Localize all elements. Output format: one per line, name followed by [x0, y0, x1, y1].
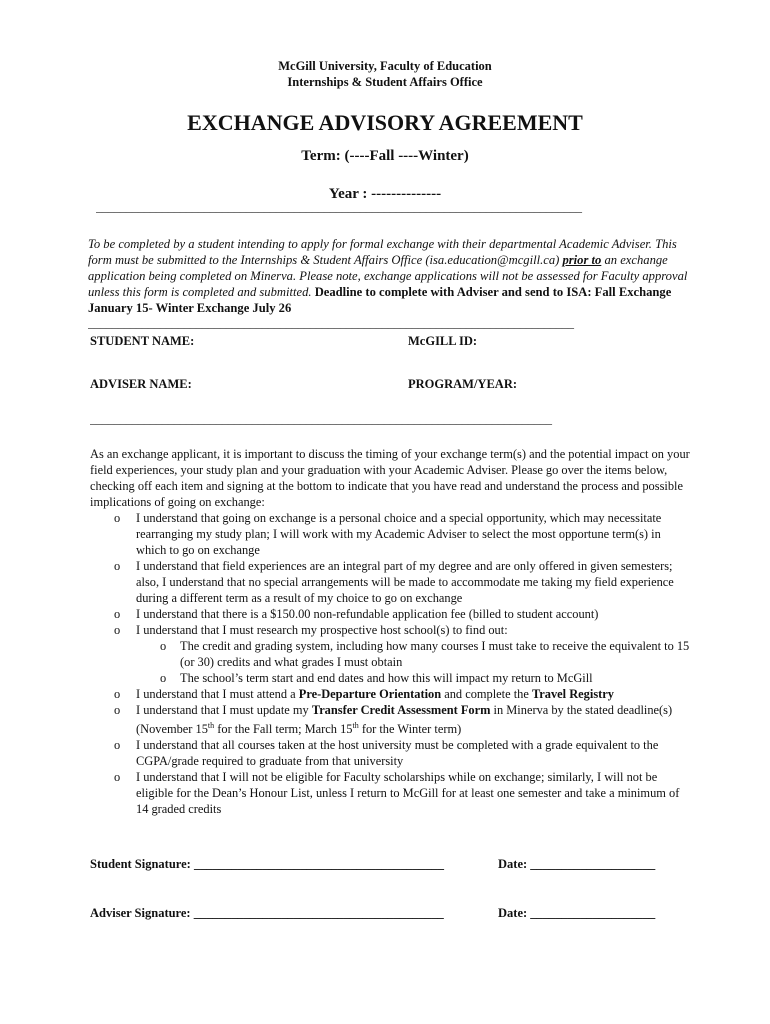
adviser-name-label: ADVISER NAME:	[90, 377, 192, 391]
instructions-paragraph	[88, 236, 688, 316]
prior-to-emphasis: prior to	[562, 253, 602, 267]
checklist-item[interactable]	[90, 606, 690, 622]
checklist-item-text: I understand that there is a $150.00 non-refundable application fee (billed to student account)	[136, 607, 599, 621]
adviser-signature-field[interactable]: Adviser Signature: ________________________________________	[90, 906, 444, 920]
checklist-item[interactable]	[90, 622, 690, 686]
checklist-item-text: I understand that I must research my prospective host school(s) to find out:	[136, 623, 508, 637]
checklist-item-text: I understand that I will not be eligible for Faculty scholarships while on exchange; similarly, I will not be eligible for the Dean’s Honour List, unless I return to McGill for at least one semester and take a minimum of 14 graded credits	[136, 770, 680, 817]
checklist-item-text: for the Fall term; March 15	[214, 722, 353, 737]
transfer-credit-form-emphasis: Transfer Credit Assessment Form	[311, 703, 491, 717]
adviser-date-field[interactable]: Date: ____________________	[498, 906, 656, 920]
year-line: Year : --------------	[328, 186, 442, 202]
checklist-item-text: in Minerva by the stated deadline(s) (November 15	[136, 703, 673, 737]
checklist-item-text: for the Winter term)	[358, 722, 462, 737]
checklist-item[interactable]	[90, 686, 690, 702]
ordinal-suffix: th	[207, 721, 215, 730]
checklist-item-text: I understand that field experiences are an integral part of my degree and are only offered in given semesters; also, I understand that no special arrangements will be made to accommodate me taking my field experience during a different term as a result of my choice to go on exchange	[136, 559, 674, 605]
checklist-item-text: I understand that going on exchange is a personal choice and a special opportunity, which may necessitate rearranging my study plan; I will work with my Academic Adviser to select the most opportune term(s) in which to go on exchange	[136, 511, 662, 557]
sub-checklist-item[interactable]	[136, 670, 690, 686]
checklist-item-text: I understand that I must update my	[136, 703, 312, 717]
program-year-label: PROGRAM/YEAR:	[408, 377, 518, 391]
checklist-item[interactable]	[90, 769, 690, 817]
sub-checklist	[136, 638, 690, 686]
checklist-item[interactable]	[90, 702, 690, 737]
divider-rule: _________________________________________________________________________________	[88, 316, 574, 330]
instructions-text: To be completed by a student intending to apply for formal exchange with their departmental Academic Adviser. This form must be submitted to the Internships & Student Affairs Office (isa.education@mcgill.ca)	[88, 237, 677, 267]
deadline-text: Deadline to complete with Adviser and send to ISA: Fall Exchange January 15- Winter Exchange July 26	[88, 285, 672, 315]
student-name-label: STUDENT NAME:	[90, 334, 195, 348]
checklist-item[interactable]	[90, 558, 690, 606]
agreement-intro-paragraph: As an exchange applicant, it is important to discuss the timing of your exchange term(s) and the potential impact on your field experiences, your study plan and your graduation with your Academic Adviser. Please go over the items below, checking off each item and signing at the bottom to indicate that you have read and understand the process and possible implications of going on exchange:	[90, 447, 690, 509]
checklist-item-text: and complete the	[441, 687, 532, 701]
ordinal-suffix: th	[352, 721, 359, 730]
sub-checklist-item-text: The credit and grading system, including how many courses I must take to receive the equivalent to 15 (or 30) credits and what grades I must obtain	[180, 639, 690, 669]
pre-departure-orientation-emphasis: Pre-Departure Orientation	[298, 687, 442, 701]
student-date-field[interactable]: Date: ____________________	[498, 857, 656, 871]
instructions-text-2: an exchange application being completed on Minerva. Please note, exchange applications will not be assessed for Faculty approval unless this form is completed and submitted.	[88, 253, 688, 299]
agreement-body	[90, 446, 690, 817]
mcgill-id-label: McGILL ID:	[408, 334, 478, 348]
document-title: EXCHANGE ADVISORY AGREEMENT	[187, 110, 583, 135]
divider-rule: _________________________________________________________________________________	[96, 200, 582, 214]
institution-name: McGill University, Faculty of Education	[278, 59, 492, 73]
checklist-item[interactable]	[90, 737, 690, 769]
divider-rule: _____________________________________________________________________________	[90, 412, 552, 426]
term-line: Term: (----Fall ----Winter)	[301, 148, 469, 164]
checklist	[90, 510, 690, 817]
travel-registry-emphasis: Travel Registry	[531, 687, 614, 701]
office-name: Internships & Student Affairs Office	[287, 75, 483, 89]
checklist-item-text: I understand that all courses taken at the host university must be completed with a grade equivalent to the CGPA/grade required to graduate from that university	[136, 738, 659, 769]
sub-checklist-item-text: The school’s term start and end dates and how this will impact my return to McGill	[180, 671, 593, 685]
student-signature-field[interactable]: Student Signature: ________________________________________	[90, 857, 444, 871]
sub-checklist-item[interactable]	[136, 638, 690, 670]
checklist-item-text: I understand that I must attend a	[136, 687, 299, 701]
checklist-item[interactable]	[90, 510, 690, 558]
